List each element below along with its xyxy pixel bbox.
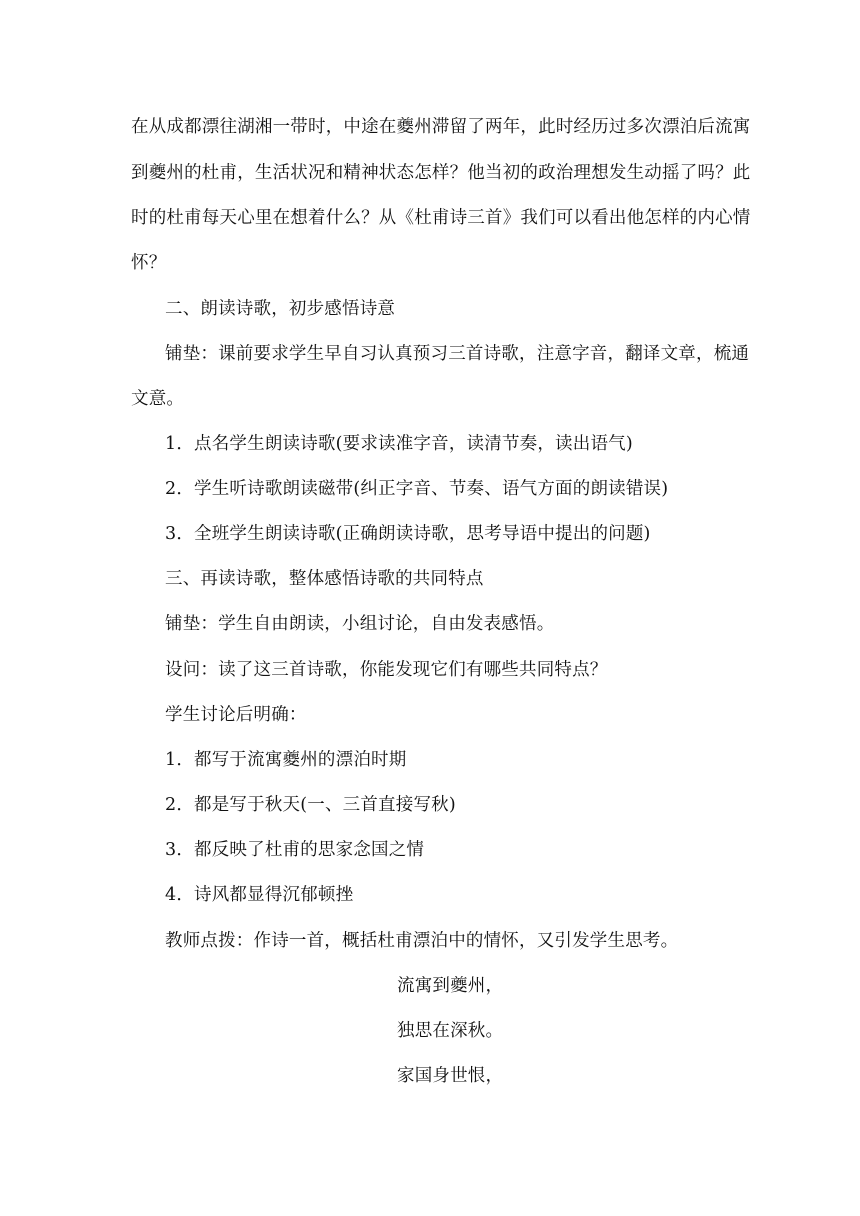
section-three-question: 设问：读了这三首诗歌，你能发现它们有哪些共同特点？ [165, 660, 608, 680]
intro-line-3: 时的杜甫每天心里在想着什么？从《杜甫诗三首》我们可以看出他怎样的内心情 [131, 208, 751, 228]
section-three-point-4: 4．诗风都显得沉郁顿挫 [165, 885, 354, 905]
section-two-heading: 二、朗读诗歌，初步感悟诗意 [165, 299, 396, 319]
section-three-point-1: 1．都写于流寓夔州的漂泊时期 [165, 750, 407, 770]
intro-line-1: 在从成都漂往湖湘一带时，中途在夔州滞留了两年，此时经历过多次漂泊后流寓 [131, 117, 751, 137]
section-two-step-1: 1．点名学生朗读诗歌(要求读准字音，读清节奏，读出语气) [165, 434, 633, 454]
intro-line-4: 怀？ [131, 253, 167, 273]
section-two-step-2: 2．学生听诗歌朗读磁带(纠正字音、节奏、语气方面的朗读错误) [165, 479, 669, 499]
teacher-note: 教师点拨：作诗一首，概括杜甫漂泊中的情怀，又引发学生思考。 [165, 931, 679, 951]
section-three-prep: 铺垫：学生自由朗读，小组讨论，自由发表感悟。 [165, 614, 555, 634]
section-two-prep-line-2: 文意。 [131, 389, 185, 409]
section-two-step-3: 3．全班学生朗读诗歌(正确朗读诗歌，思考导语中提出的问题) [165, 524, 651, 544]
poem-line-2: 独思在深秋。 [397, 1021, 504, 1041]
poem-line-1: 流寓到夔州， [397, 976, 504, 996]
section-three-discussion: 学生讨论后明确： [165, 705, 307, 725]
section-three-point-2: 2．都是写于秋天(一、三首直接写秋) [165, 795, 456, 815]
section-three-heading: 三、再读诗歌，整体感悟诗歌的共同特点 [165, 569, 484, 589]
section-two-prep-line-1: 铺垫：课前要求学生早自习认真预习三首诗歌，注意字音，翻译文章，梳通 [165, 344, 750, 364]
section-three-point-3: 3．都反映了杜甫的思家念国之情 [165, 840, 425, 860]
poem-line-3: 家国身世恨， [397, 1066, 504, 1086]
intro-line-2: 到夔州的杜甫，生活状况和精神状态怎样？他当初的政治理想发生动摇了吗？此 [131, 163, 751, 183]
